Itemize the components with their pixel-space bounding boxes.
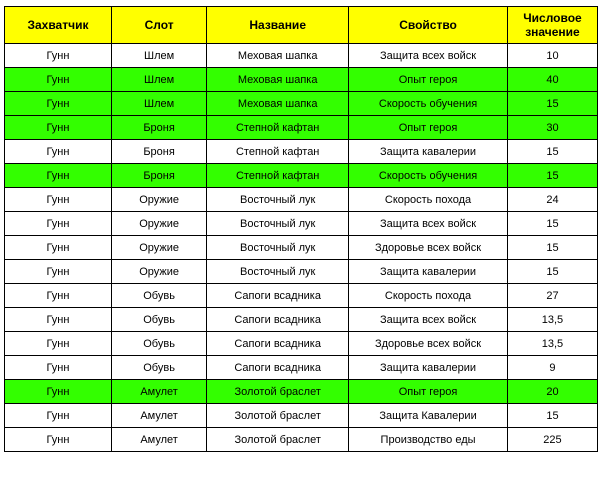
cell-property: Скорость похода <box>349 188 508 212</box>
cell-name: Сапоги всадника <box>207 332 349 356</box>
cell-invader: Гунн <box>5 164 112 188</box>
cell-property: Защита всех войск <box>349 44 508 68</box>
cell-invader: Гунн <box>5 140 112 164</box>
cell-slot: Обувь <box>111 356 206 380</box>
cell-value: 15 <box>507 404 597 428</box>
cell-name: Сапоги всадника <box>207 308 349 332</box>
cell-slot: Амулет <box>111 380 206 404</box>
cell-name: Золотой браслет <box>207 380 349 404</box>
cell-value: 15 <box>507 236 597 260</box>
cell-slot: Амулет <box>111 404 206 428</box>
cell-value: 15 <box>507 140 597 164</box>
cell-slot: Оружие <box>111 212 206 236</box>
column-header-slot: Слот <box>111 7 206 44</box>
cell-property: Опыт героя <box>349 380 508 404</box>
cell-invader: Гунн <box>5 428 112 452</box>
cell-slot: Броня <box>111 116 206 140</box>
column-header-name: Название <box>207 7 349 44</box>
cell-property: Защита всех войск <box>349 212 508 236</box>
cell-value: 15 <box>507 212 597 236</box>
cell-invader: Гунн <box>5 404 112 428</box>
table-body <box>5 44 598 452</box>
cell-slot: Обувь <box>111 284 206 308</box>
column-header-invader: Захватчик <box>5 7 112 44</box>
cell-name: Восточный лук <box>207 212 349 236</box>
cell-value: 40 <box>507 68 597 92</box>
cell-property: Защита Кавалерии <box>349 404 508 428</box>
cell-value: 13,5 <box>507 332 597 356</box>
cell-value: 27 <box>507 284 597 308</box>
cell-slot: Обувь <box>111 332 206 356</box>
cell-value: 13,5 <box>507 308 597 332</box>
cell-slot: Шлем <box>111 92 206 116</box>
table-row <box>5 404 598 428</box>
cell-property: Здоровье всех войск <box>349 236 508 260</box>
column-header-value-label: Числовое значение <box>523 11 582 39</box>
cell-invader: Гунн <box>5 212 112 236</box>
table-row <box>5 68 598 92</box>
table-row <box>5 164 598 188</box>
cell-value: 225 <box>507 428 597 452</box>
cell-invader: Гунн <box>5 188 112 212</box>
cell-value: 15 <box>507 260 597 284</box>
table-row <box>5 308 598 332</box>
cell-value: 15 <box>507 164 597 188</box>
cell-invader: Гунн <box>5 332 112 356</box>
cell-name: Восточный лук <box>207 260 349 284</box>
cell-property: Производство еды <box>349 428 508 452</box>
cell-value: 10 <box>507 44 597 68</box>
header-row <box>5 7 598 44</box>
cell-property: Скорость обучения <box>349 164 508 188</box>
table-row <box>5 188 598 212</box>
cell-slot: Шлем <box>111 44 206 68</box>
cell-property: Защита кавалерии <box>349 140 508 164</box>
cell-slot: Амулет <box>111 428 206 452</box>
cell-slot: Броня <box>111 164 206 188</box>
cell-name: Степной кафтан <box>207 140 349 164</box>
cell-slot: Оружие <box>111 188 206 212</box>
cell-name: Меховая шапка <box>207 92 349 116</box>
artifacts-table <box>4 6 598 452</box>
cell-invader: Гунн <box>5 260 112 284</box>
cell-value: 30 <box>507 116 597 140</box>
cell-slot: Оружие <box>111 236 206 260</box>
cell-property: Здоровье всех войск <box>349 332 508 356</box>
cell-invader: Гунн <box>5 356 112 380</box>
cell-invader: Гунн <box>5 284 112 308</box>
cell-invader: Гунн <box>5 92 112 116</box>
cell-property: Скорость похода <box>349 284 508 308</box>
cell-property: Опыт героя <box>349 116 508 140</box>
cell-name: Восточный лук <box>207 236 349 260</box>
cell-value: 9 <box>507 356 597 380</box>
cell-name: Золотой браслет <box>207 404 349 428</box>
table-row <box>5 92 598 116</box>
cell-invader: Гунн <box>5 236 112 260</box>
table-row <box>5 236 598 260</box>
table-container <box>4 6 598 452</box>
cell-invader: Гунн <box>5 380 112 404</box>
cell-invader: Гунн <box>5 68 112 92</box>
table-row <box>5 116 598 140</box>
cell-value: 15 <box>507 92 597 116</box>
cell-property: Защита кавалерии <box>349 260 508 284</box>
table-row <box>5 44 598 68</box>
cell-invader: Гунн <box>5 116 112 140</box>
table-row <box>5 212 598 236</box>
cell-value: 24 <box>507 188 597 212</box>
cell-value: 20 <box>507 380 597 404</box>
cell-property: Опыт героя <box>349 68 508 92</box>
cell-name: Восточный лук <box>207 188 349 212</box>
cell-slot: Обувь <box>111 308 206 332</box>
column-header-property: Свойство <box>349 7 508 44</box>
table-row <box>5 260 598 284</box>
table-row <box>5 380 598 404</box>
cell-name: Степной кафтан <box>207 116 349 140</box>
cell-slot: Броня <box>111 140 206 164</box>
cell-name: Сапоги всадника <box>207 284 349 308</box>
cell-slot: Шлем <box>111 68 206 92</box>
cell-property: Скорость обучения <box>349 92 508 116</box>
column-header-value <box>507 7 597 44</box>
table-row <box>5 284 598 308</box>
table-row <box>5 332 598 356</box>
cell-name: Сапоги всадника <box>207 356 349 380</box>
table-row <box>5 356 598 380</box>
cell-property: Защита кавалерии <box>349 356 508 380</box>
cell-name: Меховая шапка <box>207 68 349 92</box>
table-row <box>5 140 598 164</box>
cell-name: Степной кафтан <box>207 164 349 188</box>
cell-name: Золотой браслет <box>207 428 349 452</box>
cell-invader: Гунн <box>5 44 112 68</box>
cell-invader: Гунн <box>5 308 112 332</box>
table-row <box>5 428 598 452</box>
cell-name: Меховая шапка <box>207 44 349 68</box>
cell-slot: Оружие <box>111 260 206 284</box>
cell-property: Защита всех войск <box>349 308 508 332</box>
